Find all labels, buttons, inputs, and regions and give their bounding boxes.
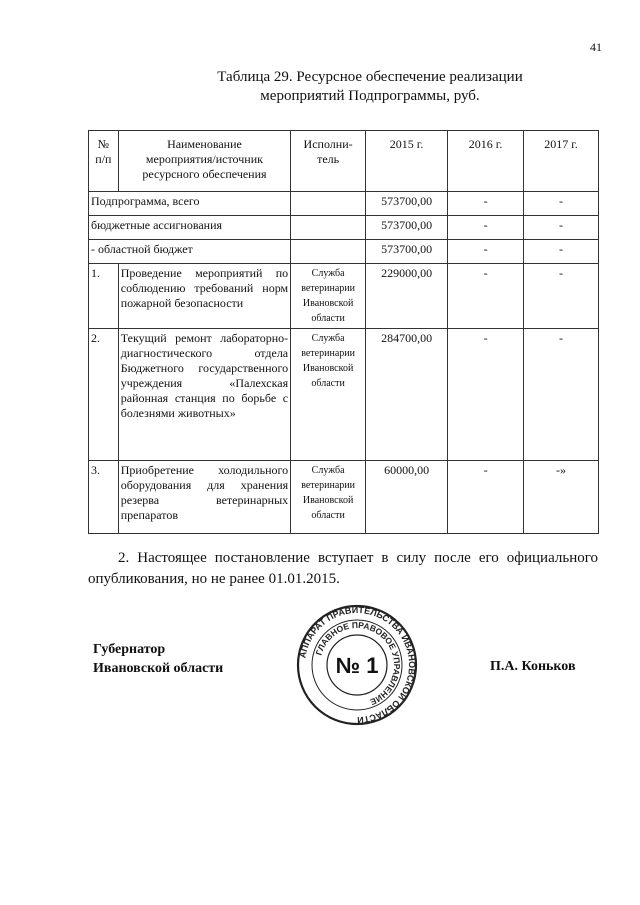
signatory-title-line1: Губернатор <box>93 642 166 657</box>
signatory-title <box>93 640 223 678</box>
summary-2015: 573700,00 <box>366 192 448 216</box>
item-2016: - <box>448 329 524 461</box>
summary-executor <box>291 240 366 264</box>
summary-label: бюджетные ассигнования <box>89 216 291 240</box>
caption-line-1: Таблица 29. Ресурсное обеспечение реализации <box>217 69 523 85</box>
header-name-line2: мероприятия/источник <box>145 152 263 166</box>
header-num-line2: п/п <box>95 152 112 166</box>
item-name: Проведение мероприятий по соблюдению требований норм пожарной безопасности <box>118 264 290 329</box>
item-number: 1. <box>89 264 119 329</box>
resource-table <box>88 130 599 534</box>
header-2016: 2016 г. <box>448 131 524 192</box>
header-exec-line1: Исполни- <box>303 137 353 151</box>
page-number: 41 <box>590 40 602 54</box>
item-2017: -» <box>524 461 599 534</box>
summary-row-budget <box>89 216 599 240</box>
item-2017: - <box>524 329 599 461</box>
item-executor: Служба ветеринарии Ивановской области <box>291 461 366 534</box>
header-executor <box>291 131 366 192</box>
item-2015: 284700,00 <box>366 329 448 461</box>
summary-label: - областной бюджет <box>89 240 291 264</box>
item-2015: 60000,00 <box>366 461 448 534</box>
table-row <box>89 329 599 461</box>
item-name: Приобретение холодильного оборудования для хранения резерва ветеринарных препаратов <box>118 461 290 534</box>
stamp-outer-text: АППАРАТ ПРАВИТЕЛЬСТВА ИВАНОВСКОЙ ОБЛАСТИ <box>297 604 418 726</box>
summary-executor <box>291 216 366 240</box>
signatory-title-line2: Ивановской области <box>93 661 224 676</box>
item-executor: Служба ветеринарии Ивановской области <box>291 264 366 329</box>
summary-2017: - <box>524 216 599 240</box>
header-name-line3: ресурсного обеспечения <box>142 167 267 181</box>
caption-line-2: мероприятий Подпрограммы, руб. <box>260 88 480 104</box>
official-stamp <box>296 604 418 726</box>
item-executor: Служба ветеринарии Ивановской области <box>291 329 366 461</box>
header-exec-line2: тель <box>317 152 340 166</box>
stamp-inner-text: ГЛАВНОЕ ПРАВОВОЕ УПРАВЛЕНИЕ <box>313 619 403 708</box>
resolution-paragraph: 2. Настоящее постановление вступает в силу после его официального опубликования, но не ранее 01.01.2015. <box>88 550 598 587</box>
signatory-name: П.А. Коньков <box>490 659 576 674</box>
item-2016: - <box>448 461 524 534</box>
header-name-line1: Наименование <box>167 137 242 151</box>
summary-2015: 573700,00 <box>366 216 448 240</box>
summary-row-total <box>89 192 599 216</box>
summary-executor <box>291 192 366 216</box>
item-2015: 229000,00 <box>366 264 448 329</box>
item-2017: - <box>524 264 599 329</box>
table-header-row <box>89 131 599 192</box>
summary-2016: - <box>448 240 524 264</box>
table-row <box>89 264 599 329</box>
item-name: Текущий ремонт лабораторно-диагностического отдела Бюджетного государственного учреждения «Палехская районная станция по борьбе с болезнями животных» <box>118 329 290 461</box>
stamp-number: № 1 <box>335 653 379 678</box>
item-number: 2. <box>89 329 119 461</box>
header-2017: 2017 г. <box>524 131 599 192</box>
summary-row-regional <box>89 240 599 264</box>
header-num <box>89 131 119 192</box>
summary-2017: - <box>524 192 599 216</box>
header-num-line1: № <box>97 137 110 151</box>
item-number: 3. <box>89 461 119 534</box>
table-row <box>89 461 599 534</box>
summary-2017: - <box>524 240 599 264</box>
table-caption <box>200 68 540 106</box>
summary-2015: 573700,00 <box>366 240 448 264</box>
item-2016: - <box>448 264 524 329</box>
header-2015: 2015 г. <box>366 131 448 192</box>
summary-label: Подпрограмма, всего <box>89 192 291 216</box>
header-name <box>118 131 290 192</box>
summary-2016: - <box>448 192 524 216</box>
summary-2016: - <box>448 216 524 240</box>
